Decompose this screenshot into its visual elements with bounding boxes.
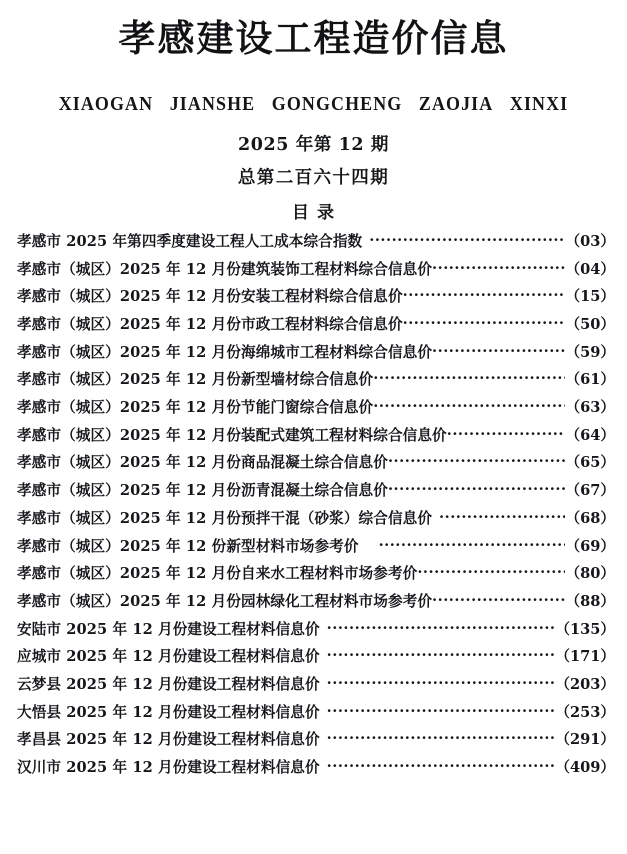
toc-entry-title: 孝感市（城区）2025 年 12 月份沥青混凝土综合信息价	[17, 482, 388, 500]
toc-entry-title: 孝昌县 2025 年 12 月份建设工程材料信息价	[17, 731, 320, 749]
toc-entry[interactable]	[17, 401, 615, 416]
toc-entry[interactable]	[17, 426, 615, 444]
toc-leader-dots	[432, 511, 564, 526]
toc-entry[interactable]	[17, 509, 615, 527]
toc-entry-pagenumber: （88）	[565, 592, 615, 610]
toc-leader-dots	[388, 455, 565, 470]
toc-entry[interactable]	[17, 537, 615, 555]
toc-entry[interactable]	[17, 290, 615, 305]
toc-entry-title: 孝感市（城区）2025 年 12 月份自来水工程材料市场参考价	[17, 565, 418, 583]
toc-leader-dots	[403, 317, 565, 332]
pinyin-word-1: JIANSHE	[169, 93, 256, 115]
pinyin-word-0: XIAOGAN	[58, 93, 154, 115]
toc-leader-dots	[320, 705, 555, 720]
toc-entry-pagenumber: （61）	[565, 371, 615, 389]
toc-leader-dots	[373, 400, 564, 415]
toc-entry[interactable]	[17, 567, 615, 582]
toc-leader-dots	[432, 594, 564, 609]
toc-entry-title: 孝感市（城区）2025 年 12 份新型材料市场参考价	[17, 537, 359, 555]
toc-entry-pagenumber: （65）	[565, 454, 615, 472]
toc-entry-title: 孝感市（城区）2025 年 12 月份海绵城市工程材料综合信息价	[17, 343, 433, 361]
pinyin-word-3: ZAOJIA	[418, 93, 494, 115]
toc-leader-dots	[320, 760, 555, 775]
toc-entry[interactable]	[17, 343, 615, 361]
toc-entry[interactable]	[17, 620, 615, 638]
toc-entry-title: 孝感市（城区）2025 年 12 月份预拌干混（砂浆）综合信息价	[17, 509, 433, 527]
toc-entry-title: 应城市 2025 年 12 月份建设工程材料信息价	[17, 648, 320, 666]
toc-entry[interactable]	[17, 592, 615, 610]
serial-number: 总第二百六十四期	[237, 167, 390, 188]
toc-entry[interactable]	[17, 456, 615, 471]
toc-entry-title: 孝感市（城区）2025 年 12 月份市政工程材料综合信息价	[17, 316, 403, 333]
toc-entry[interactable]	[17, 232, 615, 250]
toc-entry-pagenumber: （135）	[555, 620, 615, 638]
toc-leader-dots	[388, 483, 565, 498]
toc-leader-dots	[320, 677, 555, 692]
toc-entry-title: 大悟县 2025 年 12 月份建设工程材料信息价	[17, 703, 320, 721]
toc-entry-title: 孝感市（城区）2025 年 12 月份商品混凝土综合信息价	[17, 454, 388, 472]
pinyin-word-4: XINXI	[509, 93, 569, 115]
toc-entry-title: 孝感市（城区）2025 年 12 月份装配式建筑工程材料综合信息价	[17, 426, 447, 444]
toc-entry-title: 安陆市 2025 年 12 月份建设工程材料信息价	[17, 620, 320, 638]
toc-leader-dots	[432, 345, 564, 360]
toc-entry[interactable]	[17, 703, 615, 721]
toc-entry-title: 云梦县 2025 年 12 月份建设工程材料信息价	[17, 675, 320, 693]
toc-entry-title: 孝感市（城区）2025 年 12 月份新型墙材综合信息价	[17, 371, 374, 389]
toc-entry-pagenumber: （50）	[565, 316, 615, 333]
issue-number: 2025 年第 12 期	[237, 134, 390, 155]
toc-entry-pagenumber: （04）	[565, 260, 615, 278]
toc-leader-dots	[373, 372, 564, 387]
toc-leader-dots	[417, 566, 564, 581]
toc-entry-title: 汉川市 2025 年 12 月份建设工程材料信息价	[17, 759, 320, 776]
publication-title-pinyin	[25, 60, 602, 116]
toc-leader-dots	[320, 622, 555, 637]
toc-leader-dots	[432, 262, 564, 277]
toc-entry-title: 孝感市（城区）2025 年 12 月份园林绿化工程材料市场参考价	[17, 592, 433, 610]
publication-title: 孝感建设工程造价信息	[118, 16, 509, 60]
toc-entry-pagenumber: （03）	[565, 232, 615, 250]
toc-leader-dots	[359, 539, 565, 554]
toc-entry-title: 孝感市 2025 年第四季度建设工程人工成本综合指数	[17, 232, 363, 250]
table-of-contents	[0, 224, 627, 776]
toc-entry-pagenumber: （68）	[565, 509, 615, 527]
toc-entry[interactable]	[17, 733, 615, 748]
toc-entry-pagenumber: （291）	[555, 731, 615, 749]
toc-entry[interactable]	[17, 318, 615, 333]
toc-entry-pagenumber: （67）	[565, 482, 615, 500]
toc-entry[interactable]	[17, 373, 615, 388]
toc-entry[interactable]	[17, 761, 615, 776]
toc-entry-pagenumber: （171）	[555, 648, 615, 666]
toc-leader-dots	[320, 732, 555, 747]
toc-entry-pagenumber: （15）	[565, 288, 615, 306]
toc-heading: 目 录	[292, 202, 335, 223]
toc-entry-pagenumber: （69）	[565, 537, 615, 555]
masthead	[0, 0, 627, 224]
toc-entry[interactable]	[17, 260, 615, 278]
toc-leader-dots	[403, 289, 565, 304]
toc-entry-pagenumber: （203）	[555, 675, 615, 693]
toc-entry-pagenumber: （59）	[565, 343, 615, 361]
toc-entry-pagenumber: （64）	[565, 426, 615, 444]
toc-leader-dots	[447, 428, 565, 443]
toc-leader-dots	[362, 234, 564, 249]
toc-entry-pagenumber: （253）	[555, 703, 615, 721]
toc-entry-title: 孝感市（城区）2025 年 12 月份安装工程材料综合信息价	[17, 288, 403, 306]
toc-entry-title: 孝感市（城区）2025 年 12 月份节能门窗综合信息价	[17, 399, 374, 417]
pinyin-word-2: GONGCHENG	[271, 93, 403, 115]
toc-entry-pagenumber: （80）	[565, 565, 615, 583]
toc-entry[interactable]	[17, 675, 615, 693]
toc-entry[interactable]	[17, 650, 615, 665]
toc-entry-pagenumber: （63）	[565, 399, 615, 417]
toc-entry-pagenumber: （409）	[555, 759, 615, 776]
toc-entry-title: 孝感市（城区）2025 年 12 月份建筑装饰工程材料综合信息价	[17, 260, 433, 278]
toc-entry[interactable]	[17, 484, 615, 499]
toc-leader-dots	[320, 649, 555, 664]
